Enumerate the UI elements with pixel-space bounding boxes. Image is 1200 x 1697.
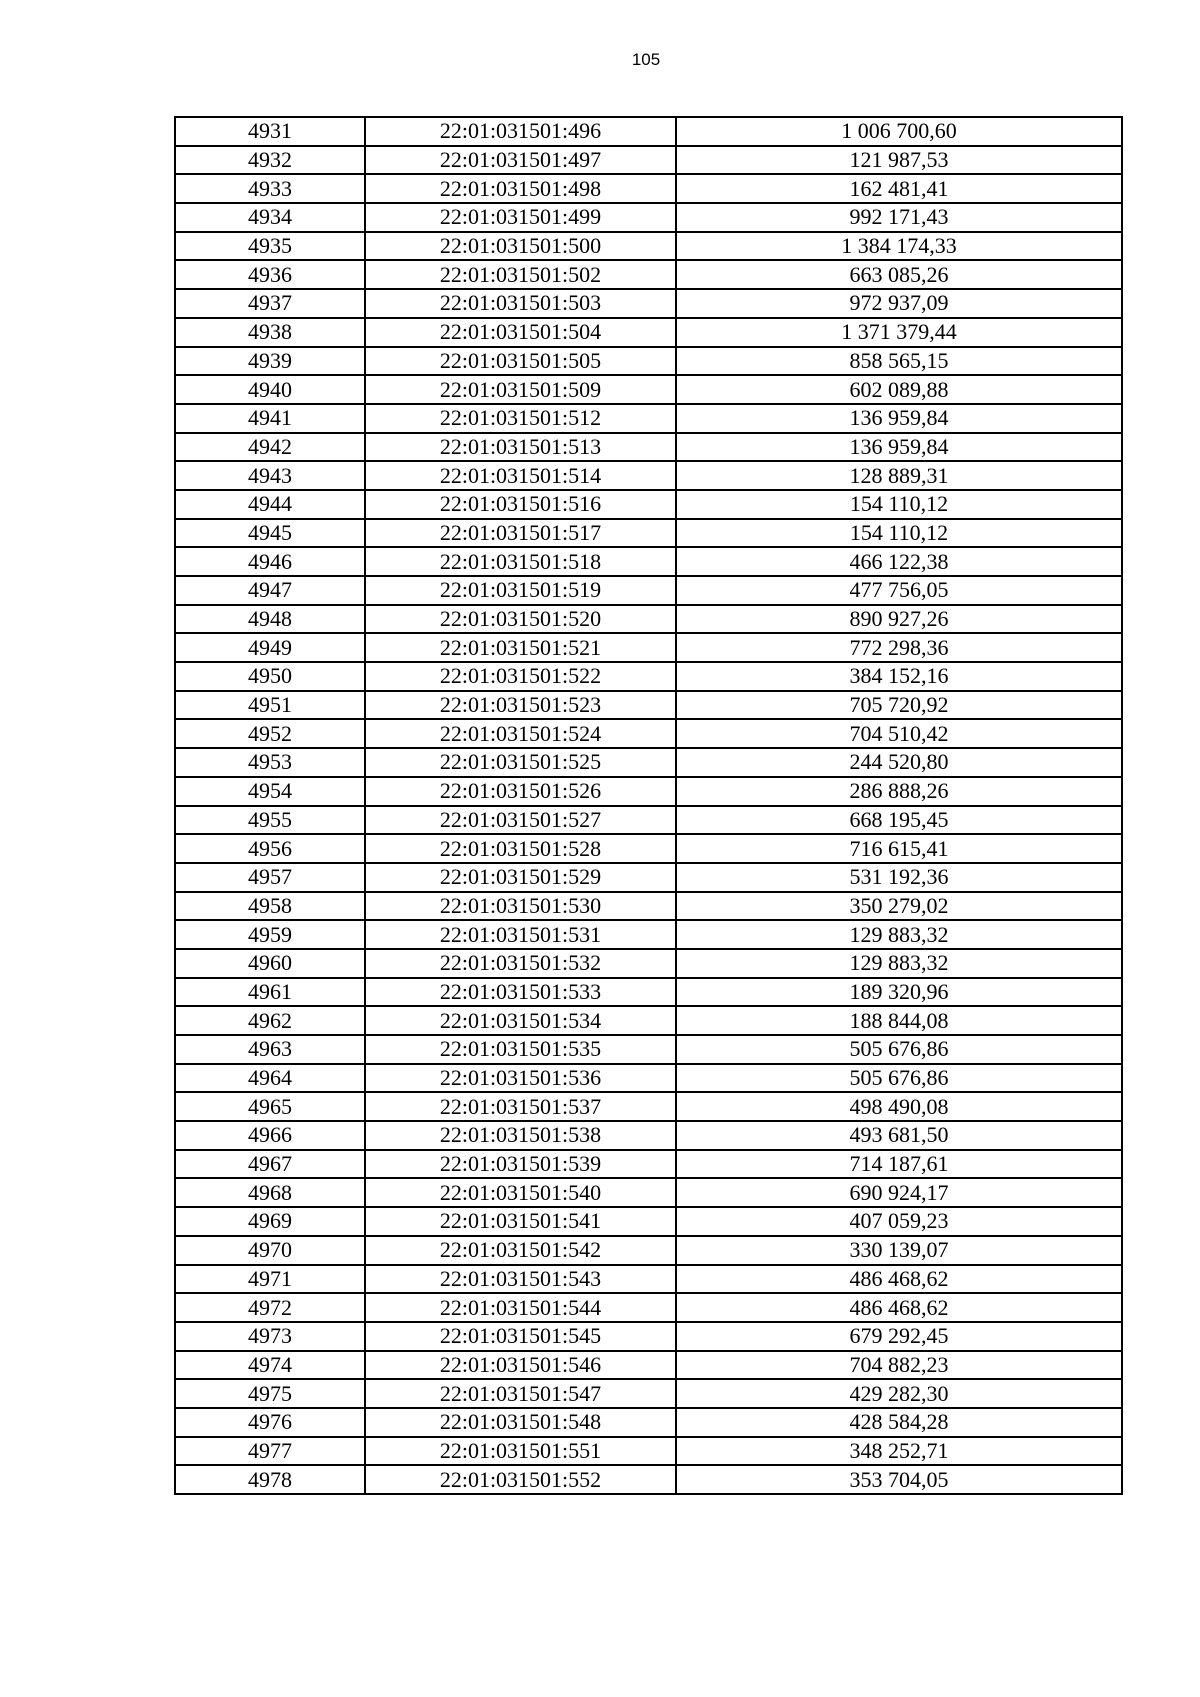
table-row — [175, 949, 1122, 978]
row-number-cell: 4951 — [175, 691, 365, 720]
cadastral-value-cell: 429 282,30 — [676, 1379, 1122, 1408]
table-row — [175, 289, 1122, 318]
row-number-cell: 4956 — [175, 834, 365, 863]
cadastral-number-cell: 22:01:031501:529 — [365, 863, 676, 892]
cadastral-value-cell: 714 187,61 — [676, 1150, 1122, 1179]
cadastral-number-cell: 22:01:031501:528 — [365, 834, 676, 863]
row-number-cell: 4962 — [175, 1006, 365, 1035]
cadastral-value-cell: 890 927,26 — [676, 605, 1122, 634]
cadastral-number-cell: 22:01:031501:546 — [365, 1351, 676, 1380]
row-number-cell: 4949 — [175, 633, 365, 662]
cadastral-value-cell: 353 704,05 — [676, 1465, 1122, 1494]
cadastral-number-cell: 22:01:031501:532 — [365, 949, 676, 978]
row-number-cell: 4954 — [175, 777, 365, 806]
cadastral-value-cell: 704 882,23 — [676, 1351, 1122, 1380]
cadastral-value-cell: 154 110,12 — [676, 519, 1122, 548]
cadastral-value-cell: 188 844,08 — [676, 1006, 1122, 1035]
cadastral-value-cell: 505 676,86 — [676, 1035, 1122, 1064]
cadastral-number-cell: 22:01:031501:519 — [365, 576, 676, 605]
table-row — [175, 1207, 1122, 1236]
row-number-cell: 4975 — [175, 1379, 365, 1408]
row-number-cell: 4934 — [175, 203, 365, 232]
cadastral-number-cell: 22:01:031501:548 — [365, 1408, 676, 1437]
cadastral-number-cell: 22:01:031501:503 — [365, 289, 676, 318]
row-number-cell: 4944 — [175, 490, 365, 519]
table-row — [175, 633, 1122, 662]
cadastral-number-cell: 22:01:031501:535 — [365, 1035, 676, 1064]
row-number-cell: 4942 — [175, 433, 365, 462]
cadastral-value-cell: 531 192,36 — [676, 863, 1122, 892]
table-row — [175, 719, 1122, 748]
cadastral-number-cell: 22:01:031501:539 — [365, 1150, 676, 1179]
row-number-cell: 4971 — [175, 1265, 365, 1294]
row-number-cell: 4967 — [175, 1150, 365, 1179]
row-number-cell: 4961 — [175, 978, 365, 1007]
row-number-cell: 4946 — [175, 547, 365, 576]
row-number-cell: 4948 — [175, 605, 365, 634]
cadastral-number-cell: 22:01:031501:496 — [365, 117, 676, 146]
cadastral-value-cell: 407 059,23 — [676, 1207, 1122, 1236]
cadastral-number-cell: 22:01:031501:502 — [365, 260, 676, 289]
row-number-cell: 4947 — [175, 576, 365, 605]
table-row — [175, 1006, 1122, 1035]
cadastral-value-cell: 384 152,16 — [676, 662, 1122, 691]
cadastral-number-cell: 22:01:031501:516 — [365, 490, 676, 519]
cadastral-value-table — [174, 116, 1123, 1495]
cadastral-value-cell: 189 320,96 — [676, 978, 1122, 1007]
row-number-cell: 4964 — [175, 1064, 365, 1093]
table-row — [175, 576, 1122, 605]
table-row — [175, 1092, 1122, 1121]
cadastral-number-cell: 22:01:031501:521 — [365, 633, 676, 662]
cadastral-number-cell: 22:01:031501:523 — [365, 691, 676, 720]
cadastral-number-cell: 22:01:031501:522 — [365, 662, 676, 691]
row-number-cell: 4972 — [175, 1293, 365, 1322]
table-row — [175, 920, 1122, 949]
table-row — [175, 1408, 1122, 1437]
row-number-cell: 4937 — [175, 289, 365, 318]
table-row — [175, 777, 1122, 806]
cadastral-number-cell: 22:01:031501:520 — [365, 605, 676, 634]
table-row — [175, 375, 1122, 404]
cadastral-value-cell: 348 252,71 — [676, 1437, 1122, 1466]
row-number-cell: 4945 — [175, 519, 365, 548]
table-row — [175, 605, 1122, 634]
page-number: 105 — [631, 50, 661, 69]
row-number-cell: 4952 — [175, 719, 365, 748]
table-row — [175, 490, 1122, 519]
cadastral-value-cell: 162 481,41 — [676, 174, 1122, 203]
table-row — [175, 1351, 1122, 1380]
cadastral-value-cell: 286 888,26 — [676, 777, 1122, 806]
table-row — [175, 318, 1122, 347]
cadastral-value-cell: 121 987,53 — [676, 146, 1122, 175]
row-number-cell: 4940 — [175, 375, 365, 404]
cadastral-number-cell: 22:01:031501:534 — [365, 1006, 676, 1035]
cadastral-value-cell: 972 937,09 — [676, 289, 1122, 318]
table-row — [175, 232, 1122, 261]
table-row — [175, 404, 1122, 433]
cadastral-number-cell: 22:01:031501:536 — [365, 1064, 676, 1093]
cadastral-value-cell: 663 085,26 — [676, 260, 1122, 289]
table-row — [175, 117, 1122, 146]
cadastral-value-cell: 992 171,43 — [676, 203, 1122, 232]
row-number-cell: 4960 — [175, 949, 365, 978]
row-number-cell: 4958 — [175, 892, 365, 921]
cadastral-value-cell: 705 720,92 — [676, 691, 1122, 720]
row-number-cell: 4968 — [175, 1178, 365, 1207]
row-number-cell: 4965 — [175, 1092, 365, 1121]
cadastral-number-cell: 22:01:031501:505 — [365, 347, 676, 376]
cadastral-number-cell: 22:01:031501:524 — [365, 719, 676, 748]
cadastral-value-cell: 350 279,02 — [676, 892, 1122, 921]
cadastral-value-cell: 668 195,45 — [676, 806, 1122, 835]
cadastral-number-cell: 22:01:031501:513 — [365, 433, 676, 462]
table-row — [175, 1178, 1122, 1207]
table-row — [175, 1035, 1122, 1064]
cadastral-value-cell: 602 089,88 — [676, 375, 1122, 404]
table-row — [175, 1121, 1122, 1150]
table-row — [175, 1236, 1122, 1265]
cadastral-number-cell: 22:01:031501:518 — [365, 547, 676, 576]
row-number-cell: 4959 — [175, 920, 365, 949]
cadastral-value-cell: 679 292,45 — [676, 1322, 1122, 1351]
table-row — [175, 748, 1122, 777]
row-number-cell: 4938 — [175, 318, 365, 347]
cadastral-value-cell: 129 883,32 — [676, 949, 1122, 978]
cadastral-number-cell: 22:01:031501:533 — [365, 978, 676, 1007]
cadastral-number-cell: 22:01:031501:547 — [365, 1379, 676, 1408]
cadastral-value-cell: 330 139,07 — [676, 1236, 1122, 1265]
table-row — [175, 1322, 1122, 1351]
table-row — [175, 806, 1122, 835]
cadastral-value-cell: 690 924,17 — [676, 1178, 1122, 1207]
row-number-cell: 4963 — [175, 1035, 365, 1064]
row-number-cell: 4950 — [175, 662, 365, 691]
cadastral-number-cell: 22:01:031501:498 — [365, 174, 676, 203]
cadastral-number-cell: 22:01:031501:512 — [365, 404, 676, 433]
row-number-cell: 4939 — [175, 347, 365, 376]
row-number-cell: 4932 — [175, 146, 365, 175]
cadastral-value-cell: 428 584,28 — [676, 1408, 1122, 1437]
row-number-cell: 4974 — [175, 1351, 365, 1380]
table-row — [175, 1465, 1122, 1494]
row-number-cell: 4977 — [175, 1437, 365, 1466]
row-number-cell: 4936 — [175, 260, 365, 289]
row-number-cell: 4973 — [175, 1322, 365, 1351]
table-row — [175, 691, 1122, 720]
row-number-cell: 4955 — [175, 806, 365, 835]
cadastral-number-cell: 22:01:031501:500 — [365, 232, 676, 261]
table-row — [175, 547, 1122, 576]
cadastral-value-cell: 154 110,12 — [676, 490, 1122, 519]
row-number-cell: 4966 — [175, 1121, 365, 1150]
cadastral-value-cell: 1 384 174,33 — [676, 232, 1122, 261]
cadastral-value-cell: 1 006 700,60 — [676, 117, 1122, 146]
cadastral-value-cell: 486 468,62 — [676, 1265, 1122, 1294]
cadastral-number-cell: 22:01:031501:497 — [365, 146, 676, 175]
cadastral-value-cell: 486 468,62 — [676, 1293, 1122, 1322]
cadastral-number-cell: 22:01:031501:499 — [365, 203, 676, 232]
table-row — [175, 347, 1122, 376]
cadastral-number-cell: 22:01:031501:541 — [365, 1207, 676, 1236]
table-row — [175, 1150, 1122, 1179]
cadastral-number-cell: 22:01:031501:525 — [365, 748, 676, 777]
cadastral-number-cell: 22:01:031501:514 — [365, 461, 676, 490]
cadastral-number-cell: 22:01:031501:526 — [365, 777, 676, 806]
cadastral-number-cell: 22:01:031501:542 — [365, 1236, 676, 1265]
row-number-cell: 4941 — [175, 404, 365, 433]
cadastral-value-cell: 493 681,50 — [676, 1121, 1122, 1150]
table-row — [175, 203, 1122, 232]
cadastral-number-cell: 22:01:031501:540 — [365, 1178, 676, 1207]
cadastral-number-cell: 22:01:031501:537 — [365, 1092, 676, 1121]
cadastral-value-cell: 858 565,15 — [676, 347, 1122, 376]
row-number-cell: 4976 — [175, 1408, 365, 1437]
cadastral-value-cell: 716 615,41 — [676, 834, 1122, 863]
cadastral-value-cell: 136 959,84 — [676, 433, 1122, 462]
table-row — [175, 1064, 1122, 1093]
table-row — [175, 461, 1122, 490]
cadastral-value-cell: 505 676,86 — [676, 1064, 1122, 1093]
row-number-cell: 4978 — [175, 1465, 365, 1494]
table-row — [175, 834, 1122, 863]
table-row — [175, 662, 1122, 691]
cadastral-value-cell: 1 371 379,44 — [676, 318, 1122, 347]
row-number-cell: 4933 — [175, 174, 365, 203]
table-body — [175, 117, 1122, 1494]
cadastral-number-cell: 22:01:031501:552 — [365, 1465, 676, 1494]
table-row — [175, 1293, 1122, 1322]
cadastral-value-cell: 136 959,84 — [676, 404, 1122, 433]
table-row — [175, 1265, 1122, 1294]
cadastral-value-cell: 129 883,32 — [676, 920, 1122, 949]
row-number-cell: 4935 — [175, 232, 365, 261]
cadastral-value-cell: 128 889,31 — [676, 461, 1122, 490]
table-row — [175, 260, 1122, 289]
row-number-cell: 4970 — [175, 1236, 365, 1265]
cadastral-value-cell: 244 520,80 — [676, 748, 1122, 777]
row-number-cell: 4969 — [175, 1207, 365, 1236]
table-row — [175, 892, 1122, 921]
cadastral-number-cell: 22:01:031501:517 — [365, 519, 676, 548]
cadastral-number-cell: 22:01:031501:504 — [365, 318, 676, 347]
row-number-cell: 4943 — [175, 461, 365, 490]
cadastral-number-cell: 22:01:031501:543 — [365, 1265, 676, 1294]
table-row — [175, 519, 1122, 548]
table-row — [175, 174, 1122, 203]
table-row — [175, 146, 1122, 175]
cadastral-number-cell: 22:01:031501:530 — [365, 892, 676, 921]
cadastral-number-cell: 22:01:031501:545 — [365, 1322, 676, 1351]
cadastral-value-cell: 477 756,05 — [676, 576, 1122, 605]
table-row — [175, 863, 1122, 892]
cadastral-number-cell: 22:01:031501:551 — [365, 1437, 676, 1466]
table-row — [175, 978, 1122, 1007]
cadastral-value-cell: 498 490,08 — [676, 1092, 1122, 1121]
cadastral-number-cell: 22:01:031501:527 — [365, 806, 676, 835]
cadastral-value-cell: 466 122,38 — [676, 547, 1122, 576]
row-number-cell: 4957 — [175, 863, 365, 892]
cadastral-number-cell: 22:01:031501:509 — [365, 375, 676, 404]
cadastral-value-cell: 772 298,36 — [676, 633, 1122, 662]
table-row — [175, 1379, 1122, 1408]
cadastral-number-cell: 22:01:031501:544 — [365, 1293, 676, 1322]
table-row — [175, 433, 1122, 462]
table-row — [175, 1437, 1122, 1466]
cadastral-number-cell: 22:01:031501:531 — [365, 920, 676, 949]
cadastral-number-cell: 22:01:031501:538 — [365, 1121, 676, 1150]
cadastral-value-cell: 704 510,42 — [676, 719, 1122, 748]
row-number-cell: 4953 — [175, 748, 365, 777]
row-number-cell: 4931 — [175, 117, 365, 146]
